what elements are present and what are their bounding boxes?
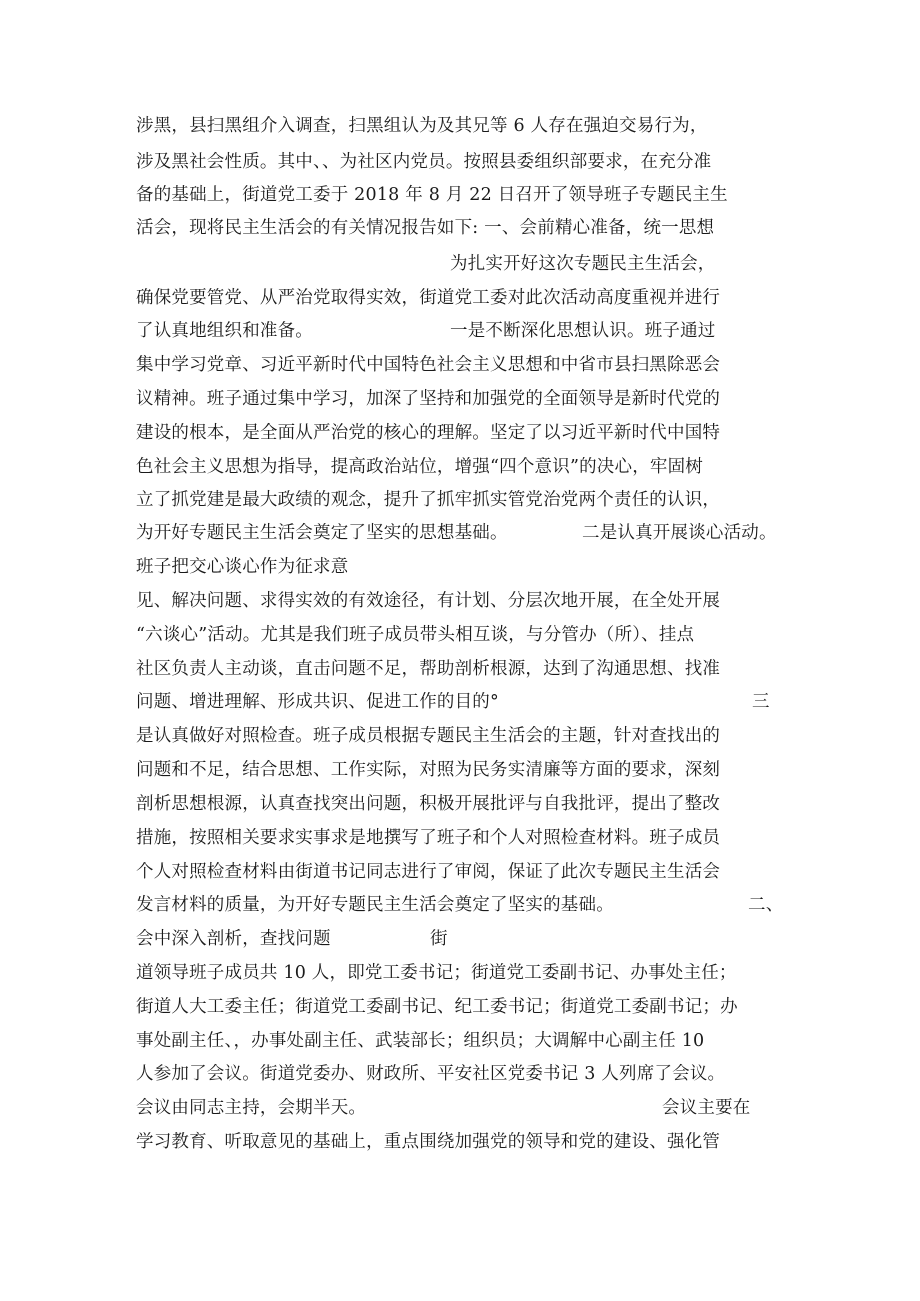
text-line: 事处副主任、，办事处副主任、武装部长；组织员；大调解中心副主任 10 xyxy=(136,1031,705,1051)
text-line: 立了抓党建是最大政绩的观念，提升了抓牢抓实管党治党两个责任的认识， xyxy=(136,490,721,510)
text-line: 问题、增进理解、形成共识、促进工作的目的° xyxy=(136,692,499,712)
text-line: 为扎实开好这次专题民主生活会， xyxy=(450,254,716,274)
text-line: 见、解决问题、求得实效的有效途径，有计划、分层次地开展，在全处开展 xyxy=(136,591,721,611)
text-line: 涉黑，县扫黑组介入调查，扫黑组认为及其兄等 6 人存在强迫交易行为， xyxy=(136,116,708,136)
text-line: 一是不断深化思想认识。班子通过 xyxy=(450,321,716,341)
text-line: 人参加了会议。街道党委办、财政所、平安社区党委书记 3 人列席了会议。 xyxy=(136,1064,726,1084)
text-line: 涉及黑社会性质。其中、、为社区内党员。按照县委组织部要求，在充分准 xyxy=(136,152,712,172)
text-line: 道领导班子成员共 10 人，即党工委书记；街道党工委副书记、办事处主任； xyxy=(136,963,737,983)
text-line: 色社会主义思想为指导，提高政治站位，增强“四个意识”的决心，牢固树 xyxy=(136,457,703,477)
text-line: 确保党要管党、从严治党取得实效，街道党工委对此次活动高度重视并进行 xyxy=(136,288,721,308)
text-line: 学习教育、听取意见的基础上，重点围绕加强党的领导和党的建设、强化管 xyxy=(136,1132,721,1152)
text-line: 剖析思想根源，认真查找突出问题，积极开展批评与自我批评，提出了整改 xyxy=(136,794,721,814)
text-line: 会议由同志主持，会期半天。 xyxy=(136,1098,367,1118)
text-line: 班子把交心谈心作为征求意 xyxy=(136,557,349,577)
text-line: 措施，按照相关要求实事求是地撰写了班子和个人对照检查材料。班子成员 xyxy=(136,828,721,848)
text-line: 活会，现将民主生活会的有关情况报告如下: 一、会前精心准备，统一思想 xyxy=(136,218,715,238)
text-line: 会议主要在 xyxy=(662,1098,751,1118)
text-line: 了认真地组织和准备。 xyxy=(136,321,313,341)
text-line: 是认真做好对照检查。班子成员根据专题民主生活会的主题，针对查找出的 xyxy=(136,726,721,746)
text-line: 为开好专题民主生活会奠定了坚实的思想基础。 xyxy=(136,523,508,543)
text-line: 二、 xyxy=(748,895,784,915)
text-line: 建设的根本，是全面从严治党的核心的理解。坚定了以习近平新时代中国特 xyxy=(136,423,721,443)
text-line: 问题和不足，结合思想、工作实际，对照为民务实清廉等方面的要求，深刻 xyxy=(136,760,721,780)
text-line: 备的基础上，街道党工委于 2018 年 8 月 22 日召开了领导班子专题民主生 xyxy=(136,185,728,205)
text-line: 集中学习党章、习近平新时代中国特色社会主义思想和中省市县扫黑除恶会 xyxy=(136,355,721,375)
text-line: 三 xyxy=(752,692,770,712)
text-line: 二是认真开展谈心活动。 xyxy=(582,523,777,543)
text-line: 发言材料的质量，为开好专题民主生活会奠定了坚实的基础。 xyxy=(136,895,614,915)
text-line: 个人对照检查材料由街道书记同志进行了审阅，保证了此次专题民主生活会 xyxy=(136,862,721,882)
text-line: 社区负责人主动谈，直击问题不足，帮助剖析根源，达到了沟通思想、找准 xyxy=(136,659,721,679)
text-line: “六谈心”活动。尤其是我们班子成员带头相互谈，与分管办（所）、挂点 xyxy=(136,625,695,645)
text-line: 街道人大工委主任；街道党工委副书记、纪工委书记；街道党工委副书记；办 xyxy=(136,997,738,1017)
text-line: 议精神。班子通过集中学习，加深了坚持和加强党的全面领导是新时代党的 xyxy=(136,389,721,409)
text-line: 街 xyxy=(430,929,448,949)
section-heading: 会中深入剖析，查找问题 xyxy=(136,929,331,949)
